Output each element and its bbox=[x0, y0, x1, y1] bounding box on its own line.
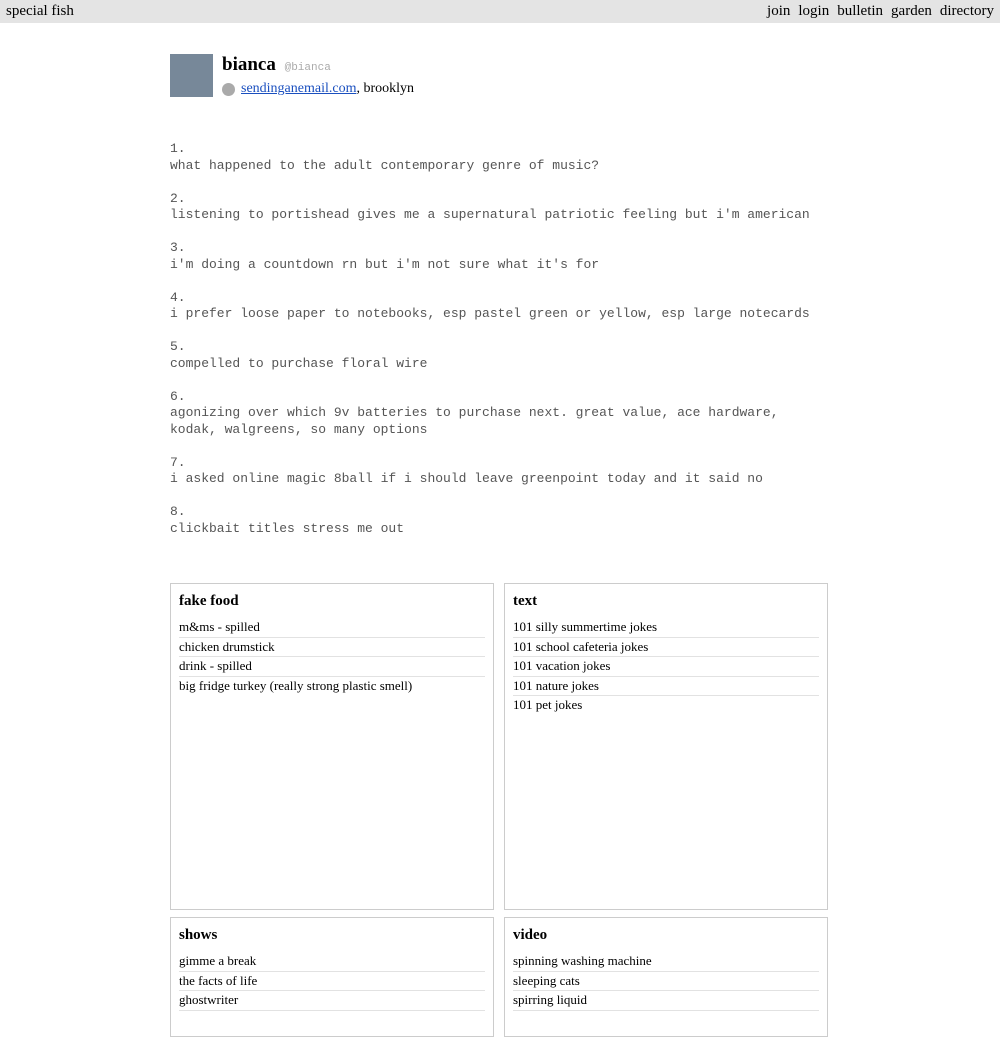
collection-box-text bbox=[504, 583, 828, 910]
nav-bulletin-link[interactable]: bulletin bbox=[837, 3, 884, 19]
box-title: video bbox=[513, 927, 548, 943]
profile-handle: @bianca bbox=[284, 62, 331, 74]
note-number: 8. bbox=[170, 504, 186, 519]
box-item-list bbox=[513, 952, 819, 1011]
box-title: shows bbox=[179, 927, 218, 943]
collection-box-fake-food bbox=[170, 583, 494, 910]
box-title: fake food bbox=[179, 593, 239, 609]
note-text: i asked online magic 8ball if i should leave greenpoint today and it said no bbox=[170, 471, 763, 486]
top-nav bbox=[767, 0, 994, 23]
note-text: listening to portishead gives me a supernatural patriotic feeling but i'm american bbox=[170, 207, 810, 222]
avatar bbox=[170, 54, 213, 97]
note-number: 1. bbox=[170, 141, 186, 156]
note-number: 7. bbox=[170, 454, 186, 470]
list-item[interactable]: spirring liquid bbox=[513, 991, 819, 1011]
profile-name: bianca bbox=[222, 54, 276, 75]
status-dot-icon bbox=[222, 83, 235, 96]
nav-garden-link[interactable]: garden bbox=[891, 3, 932, 19]
list-item bbox=[170, 504, 830, 537]
box-item-list bbox=[179, 952, 485, 1011]
list-item[interactable]: ghostwriter bbox=[179, 991, 485, 1011]
list-item[interactable]: 101 nature jokes bbox=[513, 677, 819, 697]
list-item[interactable]: spinning washing machine bbox=[513, 952, 819, 972]
note-number: 5. bbox=[170, 339, 186, 354]
box-title: text bbox=[513, 593, 538, 609]
nav-directory-link[interactable]: directory bbox=[939, 3, 994, 19]
note-number: 4. bbox=[170, 289, 186, 305]
list-item bbox=[170, 191, 830, 224]
list-item[interactable]: 101 vacation jokes bbox=[513, 657, 819, 677]
list-item bbox=[170, 240, 830, 273]
list-item[interactable]: m&ms - spilled bbox=[179, 618, 485, 638]
top-bar bbox=[0, 0, 1000, 23]
nav-login-link[interactable]: login bbox=[798, 3, 830, 19]
list-item bbox=[170, 290, 830, 323]
note-number: 3. bbox=[170, 240, 186, 255]
note-number: 6. bbox=[170, 388, 186, 404]
list-item[interactable]: big fridge turkey (really strong plastic smell) bbox=[179, 677, 413, 693]
list-item[interactable]: 101 pet jokes bbox=[513, 697, 583, 712]
profile-header bbox=[170, 54, 830, 98]
list-item[interactable]: 101 school cafeteria jokes bbox=[513, 638, 819, 658]
list-item[interactable]: sleeping cats bbox=[513, 972, 819, 992]
list-item[interactable]: 101 silly summertime jokes bbox=[513, 618, 819, 638]
note-text: i prefer loose paper to notebooks, esp pastel green or yellow, esp large notecards bbox=[170, 306, 810, 321]
note-text: what happened to the adult contemporary genre of music? bbox=[170, 157, 600, 173]
list-item bbox=[170, 339, 830, 372]
note-text: clickbait titles stress me out bbox=[170, 520, 405, 536]
site-title[interactable]: special fish bbox=[6, 3, 74, 19]
note-text: i'm doing a countdown rn but i'm not sure what it's for bbox=[170, 256, 600, 272]
box-item-list bbox=[513, 618, 819, 715]
profile-meta bbox=[222, 80, 414, 98]
collection-box-video bbox=[504, 917, 828, 1037]
profile-website-link[interactable]: sendinganemail.com bbox=[241, 81, 357, 96]
list-item[interactable]: drink - spilled bbox=[179, 657, 485, 677]
collection-box-shows bbox=[170, 917, 494, 1037]
list-item bbox=[170, 455, 830, 488]
meta-separator: , bbox=[356, 81, 360, 96]
profile-name-line bbox=[222, 54, 331, 79]
list-item bbox=[170, 141, 830, 174]
profile-location: brooklyn bbox=[363, 81, 415, 96]
list-item bbox=[170, 389, 830, 439]
box-item-list bbox=[179, 618, 485, 695]
note-text: agonizing over which 9v batteries to purchase next. great value, ace hardware, kodak, walgreens, so many options bbox=[170, 405, 779, 437]
list-item[interactable]: chicken drumstick bbox=[179, 638, 485, 658]
notes-list bbox=[170, 141, 830, 554]
note-text: compelled to purchase floral wire bbox=[170, 355, 428, 371]
note-number: 2. bbox=[170, 190, 186, 206]
list-item[interactable]: gimme a break bbox=[179, 952, 485, 972]
nav-join-link[interactable]: join bbox=[767, 3, 791, 19]
list-item[interactable]: the facts of life bbox=[179, 972, 485, 992]
